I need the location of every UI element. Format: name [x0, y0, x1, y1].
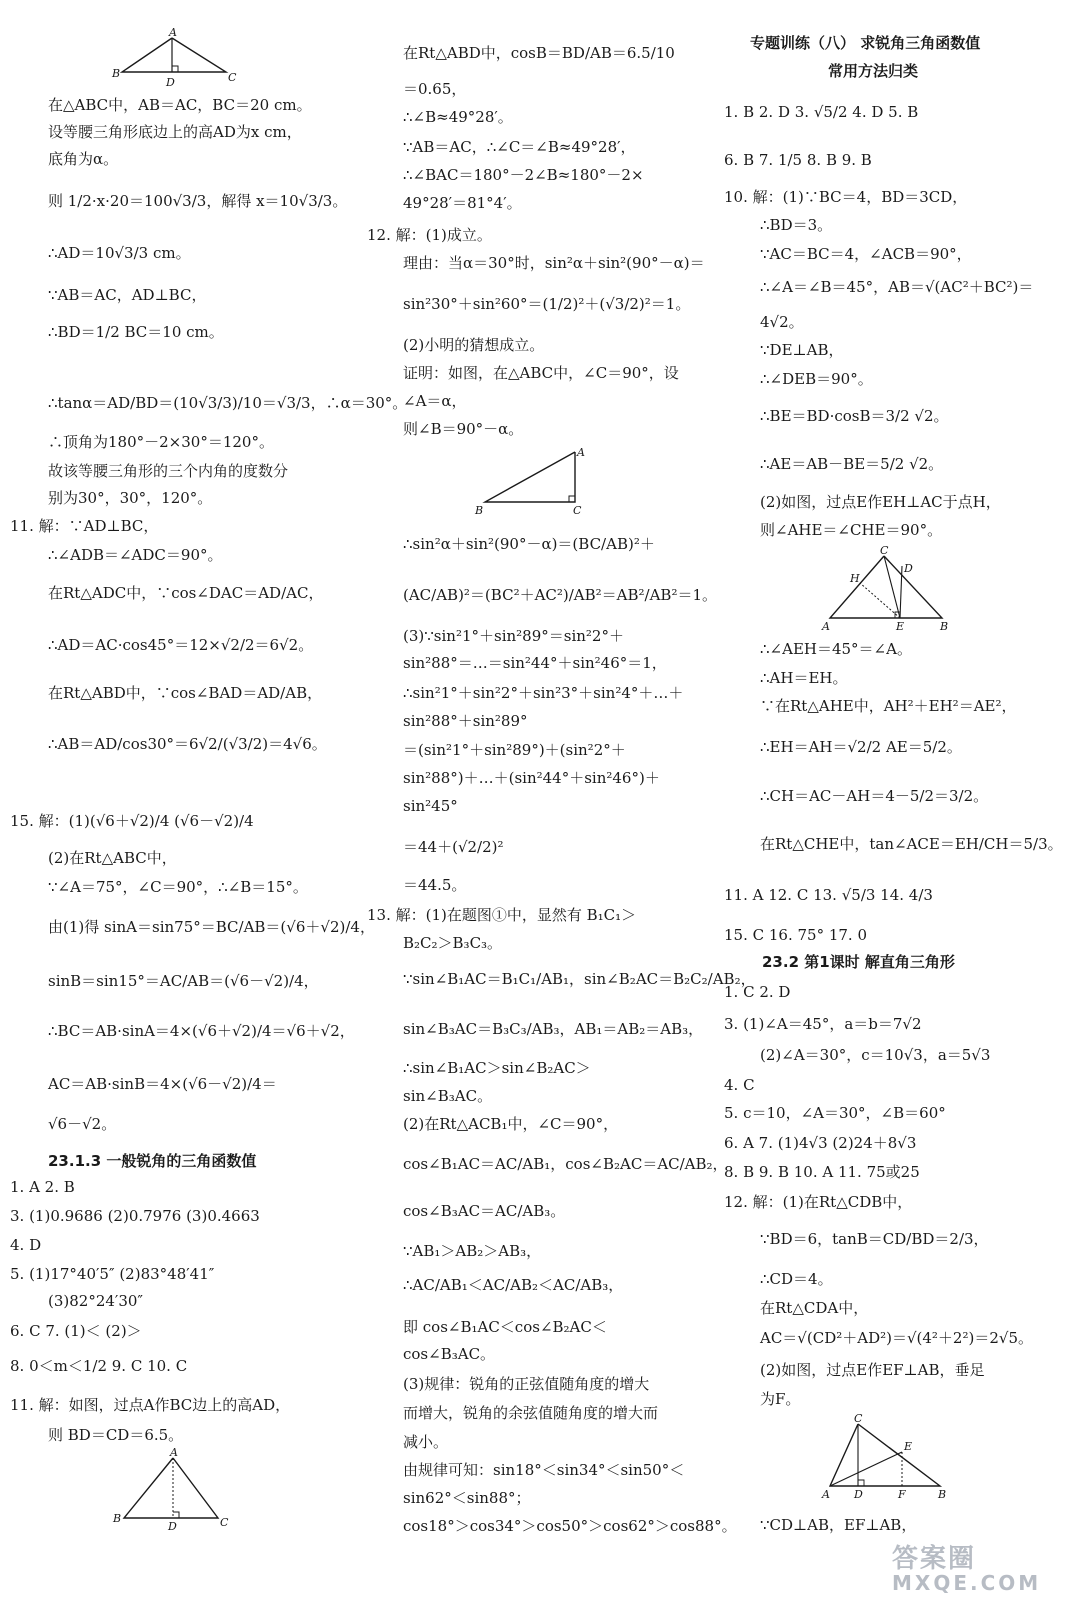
text-line: ＝(sin²1°＋sin²89°)＋(sin²2°＋ — [403, 741, 626, 759]
label-b: B — [113, 1512, 122, 1525]
text-line: 在Rt△ADC中，∵cos∠DAC＝AD/AC， — [48, 584, 324, 602]
isosceles-triangle-figure-bottom — [110, 1446, 240, 1533]
text-line: (2)小明的猜想成立。 — [403, 336, 545, 354]
text-line: ∴∠ADB＝∠ADC＝90°。 — [48, 546, 223, 564]
text-line: sin∠B₃AC。 — [403, 1087, 493, 1105]
answer-line: 1. B 2. D 3. √5/2 4. D 5. B — [724, 103, 919, 121]
text-line: sin∠B₃AC＝B₃C₃/AB₃，AB₁＝AB₂＝AB₃， — [403, 1020, 704, 1038]
text-line: ＝44.5。 — [403, 876, 467, 894]
question-10: 10. 解：(1)∵BC＝4，BD＝3CD， — [724, 188, 968, 206]
text-line: (2)在Rt△ABC中， — [48, 849, 177, 867]
triangle-with-altitude-figure — [822, 546, 952, 634]
text-line: B₂C₂＞B₃C₃。 — [403, 934, 503, 952]
text-line: 减小。 — [403, 1433, 449, 1451]
question-15: 15. 解：(1)(√6＋√2)/4 (√6－√2)/4 — [10, 812, 254, 830]
text-line: cos∠B₃AC＝AC/AB₃。 — [403, 1202, 566, 1220]
label-e: E — [896, 620, 905, 633]
text-line: 由规律可知：sin18°＜sin34°＜sin50°＜ — [403, 1461, 685, 1479]
text-line: (AC/AB)²＝(BC²＋AC²)/AB²＝AB²/AB²＝1。 — [403, 586, 718, 604]
question-12: 12. 解：(1)成立。 — [367, 226, 492, 244]
text-line: sin62°＜sin88°； — [403, 1489, 531, 1507]
text-line: ∴CH＝AC－AH＝4－5/2＝3/2。 — [760, 787, 989, 805]
answer-line: 8. 0＜m＜1/2 9. C 10. C — [10, 1357, 188, 1375]
watermark-bottom-text: MXQE.COM — [892, 1571, 1042, 1595]
label-c: C — [228, 71, 237, 84]
label-b: B — [475, 504, 484, 517]
text-line: ∵sin∠B₁AC＝B₁C₁/AB₁，sin∠B₂AC＝B₂C₂/AB₂， — [403, 970, 756, 988]
text-line: (2)如图，过点E作EH⊥AC于点H， — [760, 493, 1001, 511]
text-line: ∴CD＝4。 — [760, 1270, 833, 1288]
text-line: AC＝AB·sinB＝4×(√6－√2)/4＝ — [48, 1075, 277, 1093]
answer-line: 6. A 7. (1)4√3 (2)24＋8√3 — [724, 1134, 917, 1152]
text-line: 在Rt△CDA中， — [760, 1299, 869, 1317]
isosceles-triangle-figure-top — [110, 26, 240, 90]
text-line: ∵BD＝6，tanB＝CD/BD＝2/3， — [760, 1230, 989, 1248]
text-line: 即 cos∠B₁AC＜cos∠B₂AC＜ — [403, 1318, 607, 1336]
text-line: ∴∠DEB＝90°。 — [760, 370, 873, 388]
label-h: H — [850, 572, 860, 585]
text-line: (2)在Rt△ACB₁中，∠C＝90°， — [403, 1115, 619, 1133]
answer-line: 1. C 2. D — [724, 983, 791, 1001]
text-line: 理由：当α＝30°时，sin²α＋sin²(90°－α)＝ — [403, 254, 705, 272]
label-a: A — [170, 1446, 178, 1459]
label-d: D — [166, 76, 175, 89]
answer-line: 4. D — [10, 1236, 42, 1254]
answer-line: 6. B 7. 1/5 8. B 9. B — [724, 151, 872, 169]
text-line: 在Rt△ABD中，cosB＝BD/AB＝6.5/10 — [403, 44, 675, 62]
label-c: C — [880, 544, 889, 557]
right-triangle-figure — [475, 446, 585, 518]
text-line: ∴AH＝EH。 — [760, 669, 848, 687]
text-line: ＝0.65， — [403, 80, 467, 98]
section-heading-23-2: 23.2 第1课时 解直角三角形 — [762, 953, 955, 971]
answer-line: (2)∠A＝30°，c＝10√3，a＝5√3 — [760, 1046, 991, 1064]
answer-line: (3)82°24′30″ — [48, 1292, 144, 1310]
text-line: √6－√2。 — [48, 1115, 117, 1133]
label-c: C — [220, 1516, 229, 1529]
answer-line: 5. c＝10，∠A＝30°，∠B＝60° — [724, 1104, 946, 1122]
column-1 — [0, 0, 408, 1600]
text-line: 底角为α。 — [48, 150, 119, 168]
text-line: ∴∠BAC＝180°－2∠B≈180°－2× — [403, 166, 644, 184]
text-line: 在△ABC中，AB＝AC，BC＝20 cm。 — [48, 96, 312, 114]
label-b: B — [112, 67, 121, 80]
text-line: ∵DE⊥AB， — [760, 341, 844, 359]
text-line: ∴AB＝AD/cos30°＝6√2/(√3/2)＝4√6。 — [48, 735, 327, 753]
text-line: sin²30°＋sin²60°＝(1/2)²＋(√3/2)²＝1。 — [403, 295, 691, 313]
text-line: (3)∵sin²1°＋sin²89°＝sin²2°＋ — [403, 627, 624, 645]
text-line: cos∠B₃AC。 — [403, 1345, 496, 1363]
text-line: ∴∠A＝∠B＝45°，AB＝√(AC²＋BC²)＝ — [760, 278, 1034, 296]
text-line: ∴AD＝10√3/3 cm。 — [48, 244, 191, 262]
answer-line: 1. A 2. B — [10, 1178, 75, 1196]
text-line: 故该等腰三角形的三个内角的度数分 — [48, 462, 289, 480]
text-line: cos∠B₁AC＝AC/AB₁，cos∠B₂AC＝AC/AB₂， — [403, 1155, 728, 1173]
text-line: 则 1/2·x·20＝100√3/3，解得 x＝10√3/3。 — [48, 192, 348, 210]
text-line: 设等腰三角形底边上的高AD为x cm， — [48, 123, 302, 141]
section-heading-23-1-3: 23.1.3 一般锐角的三角函数值 — [48, 1152, 257, 1170]
answer-line: 3. (1)0.9686 (2)0.7976 (3)0.4663 — [10, 1207, 260, 1225]
text-line: 证明：如图，在△ABC中，∠C＝90°，设 — [403, 364, 679, 382]
text-line: ∵AB₁＞AB₂＞AB₃， — [403, 1242, 542, 1260]
text-line: ∴BD＝3。 — [760, 216, 833, 234]
answer-line: 3. (1)∠A＝45°，a＝b＝7√2 — [724, 1015, 922, 1033]
text-line: cos18°＞cos34°＞cos50°＞cos62°＞cos88°。 — [403, 1517, 737, 1535]
text-line: ∴EH＝AH＝√2/2 AE＝5/2。 — [760, 738, 962, 756]
label-c: C — [573, 504, 582, 517]
text-line: ∵AB＝AC，AD⊥BC， — [48, 286, 207, 304]
question-13: 13. 解：(1)在题图①中，显然有 B₁C₁＞ — [367, 906, 637, 924]
label-d: D — [168, 1520, 177, 1533]
label-d: D — [904, 562, 913, 575]
label-a: A — [822, 620, 830, 633]
text-line: 别为30°，30°，120°。 — [48, 489, 213, 507]
text-line: 而增大，锐角的余弦值随角度的增大而 — [403, 1404, 659, 1422]
text-line: ∴AD＝AC·cos45°＝12×√2/2＝6√2。 — [48, 636, 314, 654]
text-line: ∵AC＝BC＝4，∠ACB＝90°， — [760, 245, 972, 263]
answer-line: 4. C — [724, 1076, 755, 1094]
watermark-logo — [892, 1538, 1076, 1595]
text-line: AC＝√(CD²＋AD²)＝√(4²＋2²)＝2√5。 — [760, 1329, 1033, 1347]
text-line: ∴∠AEH＝45°＝∠A。 — [760, 640, 912, 658]
text-line: sin²45° — [403, 797, 458, 815]
answer-line: 15. C 16. 75° 17. 0 — [724, 926, 868, 944]
text-line: ∴AC/AB₁＜AC/AB₂＜AC/AB₃， — [403, 1276, 624, 1294]
section-subtitle: 常用方法归类 — [828, 62, 919, 80]
text-line: (3)规律：锐角的正弦值随角度的增大 — [403, 1375, 650, 1393]
label-b: B — [940, 620, 949, 633]
answer-line: 则 BD＝CD＝6.5。 — [48, 1426, 184, 1444]
text-line: 则∠B＝90°－α。 — [403, 420, 524, 438]
column-3 — [722, 0, 1084, 1600]
text-line: ∵在Rt△AHE中，AH²＋EH²＝AE²， — [760, 697, 1017, 715]
text-line: ∴AE＝AB－BE＝5/2 √2。 — [760, 455, 944, 473]
question-12: 12. 解：(1)在Rt△CDB中， — [724, 1193, 913, 1211]
label-d: D — [854, 1488, 863, 1501]
text-line: 则∠AHE＝∠CHE＝90°。 — [760, 521, 943, 539]
label-c: C — [854, 1412, 863, 1425]
question-11: 11. 解：∵AD⊥BC， — [10, 517, 159, 535]
text-line: sinB＝sin15°＝AC/AB＝(√6－√2)/4， — [48, 972, 319, 990]
question-11-solution: 11. 解：如图，过点A作BC边上的高AD， — [10, 1396, 291, 1414]
text-line: ∴tanα＝AD/BD＝(10√3/3)/10＝√3/3，∴α＝30°。 — [48, 394, 408, 412]
label-b: B — [938, 1488, 947, 1501]
text-line: ∠A＝α， — [403, 392, 467, 410]
text-line: 4√2。 — [760, 313, 804, 331]
label-a: A — [169, 26, 177, 39]
section-title-special-training: 专题训练（八） 求锐角三角函数值 — [750, 34, 981, 52]
text-line: (2)如图，过点E作EF⊥AB，垂足 — [760, 1361, 985, 1379]
column-2 — [365, 0, 756, 1600]
text-line: sin²88°)＋…＋(sin²44°＋sin²46°)＋ — [403, 769, 660, 787]
answer-line: 5. (1)17°40′5″ (2)83°48′41″ — [10, 1265, 215, 1283]
text-line: ∴顶角为180°－2×30°＝120°。 — [48, 433, 274, 451]
text-line: 49°28′＝81°4′。 — [403, 194, 522, 212]
text-line: 在Rt△ABD中，∵cos∠BAD＝AD/AB， — [48, 684, 323, 702]
text-line: ∴BE＝BD·cosB＝3/2 √2。 — [760, 407, 949, 425]
label-a: A — [577, 446, 585, 459]
label-a: A — [822, 1488, 830, 1501]
answer-line: 8. B 9. B 10. A 11. 75或25 — [724, 1163, 920, 1181]
text-line: 由(1)得 sinA＝sin75°＝BC/AB＝(√6＋√2)/4， — [48, 918, 375, 936]
text-line: ∴sin²1°＋sin²2°＋sin²3°＋sin²4°＋…＋ — [403, 684, 684, 702]
label-f: F — [898, 1488, 906, 1501]
text-line: ∵CD⊥AB，EF⊥AB， — [760, 1516, 917, 1534]
text-line: ∴sin∠B₁AC＞sin∠B₂AC＞ — [403, 1059, 591, 1077]
triangle-ef-perpendicular-figure — [822, 1414, 952, 1500]
text-line: sin²88°＋sin²89° — [403, 712, 528, 730]
text-line: ∴sin²α＋sin²(90°－α)＝(BC/AB)²＋ — [403, 535, 655, 553]
text-line: ∵AB＝AC，∴∠C＝∠B≈49°28′， — [403, 138, 636, 156]
label-e: E — [904, 1440, 913, 1453]
text-line: sin²88°＝…＝sin²44°＋sin²46°＝1， — [403, 654, 667, 672]
watermark-top-text: 答案圈 — [892, 1544, 977, 1574]
text-line: ∴∠B≈49°28′。 — [403, 108, 513, 126]
text-line: ∵∠A＝75°，∠C＝90°，∴∠B＝15°。 — [48, 878, 308, 896]
text-line: ∴BD＝1/2 BC＝10 cm。 — [48, 323, 224, 341]
text-line: ＝44＋(√2/2)² — [403, 838, 504, 856]
text-line: 在Rt△CHE中，tan∠ACE＝EH/CH＝5/3。 — [760, 835, 1063, 853]
text-line: ∴BC＝AB·sinA＝4×(√6＋√2)/4＝√6＋√2， — [48, 1022, 355, 1040]
text-line: 为F。 — [760, 1390, 801, 1408]
answer-line: 11. A 12. C 13. √5/3 14. 4/3 — [724, 886, 933, 904]
answer-line: 6. C 7. (1)＜ (2)＞ — [10, 1322, 142, 1340]
